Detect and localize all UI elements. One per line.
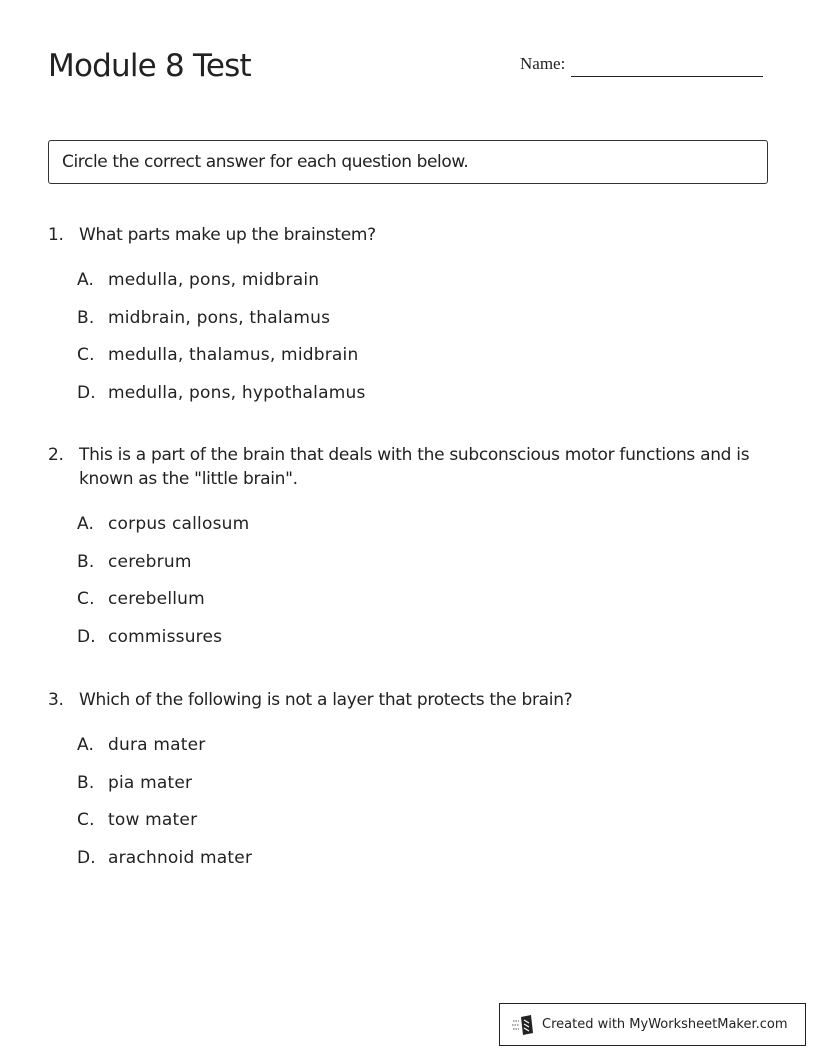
answer-option-a[interactable] bbox=[77, 512, 768, 550]
option-letter: D. bbox=[77, 847, 96, 868]
option-letter: C. bbox=[77, 589, 95, 609]
option-letter: D. bbox=[77, 626, 96, 647]
name-label: Name: bbox=[520, 54, 566, 73]
question-number: 1. bbox=[48, 225, 64, 245]
answer-option-d[interactable] bbox=[77, 846, 768, 884]
option-letter: C. bbox=[77, 345, 95, 365]
option-letter: A. bbox=[77, 735, 95, 755]
question-1 bbox=[48, 223, 768, 418]
answer-option-a[interactable] bbox=[77, 268, 768, 306]
answer-option-b[interactable] bbox=[77, 771, 768, 809]
option-letter: B. bbox=[77, 307, 95, 328]
option-letter: A. bbox=[77, 270, 95, 290]
answer-options bbox=[48, 512, 768, 662]
name-field bbox=[520, 54, 763, 74]
name-blank-line bbox=[571, 76, 763, 77]
option-text: corpus callosum bbox=[108, 514, 250, 534]
question-text: What parts make up the brainstem? bbox=[79, 225, 376, 245]
answer-option-d[interactable] bbox=[77, 625, 768, 663]
page-title: Module 8 Test bbox=[48, 48, 251, 84]
option-text: medulla, pons, hypothalamus bbox=[108, 382, 366, 403]
option-text: dura mater bbox=[108, 735, 206, 755]
option-letter: C. bbox=[77, 810, 95, 830]
option-text: cerebellum bbox=[108, 589, 205, 609]
question-3 bbox=[48, 688, 768, 883]
option-text: arachnoid mater bbox=[108, 847, 253, 868]
instructions-text: Circle the correct answer for each question below. bbox=[62, 152, 469, 172]
option-text: medulla, thalamus, midbrain bbox=[108, 345, 359, 365]
answer-option-b[interactable] bbox=[77, 550, 768, 588]
option-text: cerebrum bbox=[108, 551, 192, 572]
answer-option-c[interactable] bbox=[77, 587, 768, 625]
option-letter: B. bbox=[77, 551, 95, 572]
answer-options bbox=[48, 733, 768, 883]
question-text: Which of the following is not a layer that protects the brain? bbox=[79, 690, 573, 710]
question-number: 3. bbox=[48, 690, 64, 710]
option-text: midbrain, pons, thalamus bbox=[108, 307, 331, 328]
answer-option-c[interactable] bbox=[77, 343, 768, 381]
question-number: 2. bbox=[48, 445, 64, 465]
option-letter: B. bbox=[77, 772, 95, 793]
question-2 bbox=[48, 443, 768, 662]
option-letter: A. bbox=[77, 514, 95, 534]
option-text: medulla, pons, midbrain bbox=[108, 270, 320, 290]
option-text: commissures bbox=[108, 626, 223, 647]
answer-option-d[interactable] bbox=[77, 381, 768, 419]
option-letter: D. bbox=[77, 382, 96, 403]
option-text: tow mater bbox=[108, 810, 198, 830]
answer-option-a[interactable] bbox=[77, 733, 768, 771]
option-text: pia mater bbox=[108, 772, 193, 793]
instructions-box bbox=[48, 140, 768, 184]
answer-option-c[interactable] bbox=[77, 808, 768, 846]
footer-credit[interactable] bbox=[499, 1003, 806, 1046]
answer-option-b[interactable] bbox=[77, 306, 768, 344]
worksheet-maker-logo-icon bbox=[512, 1014, 536, 1036]
footer-text: Created with MyWorksheetMaker.com bbox=[542, 1017, 788, 1032]
answer-options bbox=[48, 268, 768, 418]
question-text: This is a part of the brain that deals with the subconscious motor functions and is known as the "little brain". bbox=[79, 445, 750, 489]
